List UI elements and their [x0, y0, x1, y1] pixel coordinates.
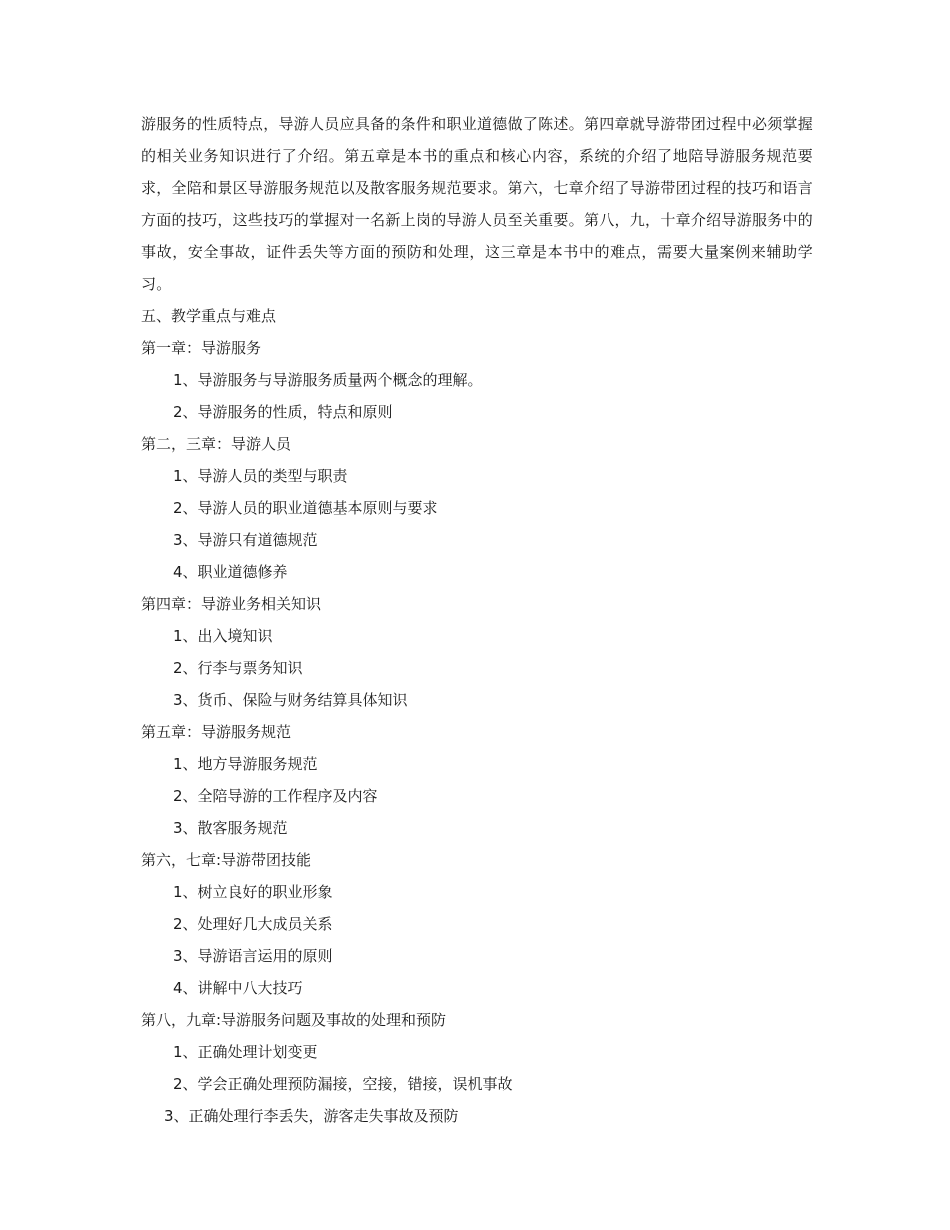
list-item: 2、全陪导游的工作程序及内容	[173, 787, 378, 805]
chapter-6-7	[141, 844, 813, 1004]
list-item: 3、散客服务规范	[173, 819, 288, 837]
list-item: 2、导游人员的职业道德基本原则与要求	[173, 499, 438, 517]
chapter-8-9	[141, 1004, 813, 1132]
section-heading: 五、教学重点与难点	[141, 307, 277, 325]
list-item: 1、出入境知识	[173, 627, 273, 645]
list-item: 2、学会正确处理预防漏接，空接，错接，误机事故	[173, 1075, 513, 1093]
chapter-title: 第六，七章:导游带团技能	[141, 851, 312, 869]
list-item: 2、处理好几大成员关系	[173, 915, 333, 933]
chapter-title: 第四章：导游业务相关知识	[141, 595, 322, 613]
chapter-title: 第八，九章:导游服务问题及事故的处理和预防	[141, 1011, 447, 1029]
list-item: 4、讲解中八大技巧	[173, 979, 303, 997]
list-item: 1、导游人员的类型与职责	[173, 467, 348, 485]
document-page	[141, 108, 813, 1132]
list-item: 3、导游只有道德规范	[173, 531, 318, 549]
list-item: 2、行李与票务知识	[173, 659, 303, 677]
chapter-2-3	[141, 428, 813, 588]
chapter-title: 第一章：导游服务	[141, 339, 262, 357]
list-item: 3、导游语言运用的原则	[173, 947, 333, 965]
list-item: 3、正确处理行李丢失，游客走失事故及预防	[164, 1107, 459, 1125]
list-item: 1、树立良好的职业形象	[173, 883, 333, 901]
chapter-4	[141, 588, 813, 716]
chapter-title: 第五章：导游服务规范	[141, 723, 292, 741]
chapter-title: 第二，三章：导游人员	[141, 435, 292, 453]
list-item: 1、地方导游服务规范	[173, 755, 318, 773]
list-item: 2、导游服务的性质，特点和原则	[173, 403, 393, 421]
intro-paragraph: 游服务的性质特点，导游人员应具备的条件和职业道德做了陈述。第四章就导游带团过程中必须掌握的相关业务知识进行了介绍。第五章是本书的重点和核心内容，系统的介绍了地陪导游服务规范要求，全陪和景区导游服务规范以及散客服务规范要求。第六，七章介绍了导游带团过程的技巧和语言方面的技巧，这些技巧的掌握对一名新上岗的导游人员至关重要。第八，九，十章介绍导游服务中的事故，安全事故，证件丢失等方面的预防和处理，这三章是本书中的难点，需要大量案例来辅助学习。	[141, 115, 813, 293]
list-item: 4、职业道德修养	[173, 563, 288, 581]
list-item: 3、货币、保险与财务结算具体知识	[173, 691, 408, 709]
list-item: 1、导游服务与导游服务质量两个概念的理解。	[173, 371, 483, 389]
chapter-5	[141, 716, 813, 844]
list-item: 1、正确处理计划变更	[173, 1043, 318, 1061]
chapter-1	[141, 332, 813, 428]
